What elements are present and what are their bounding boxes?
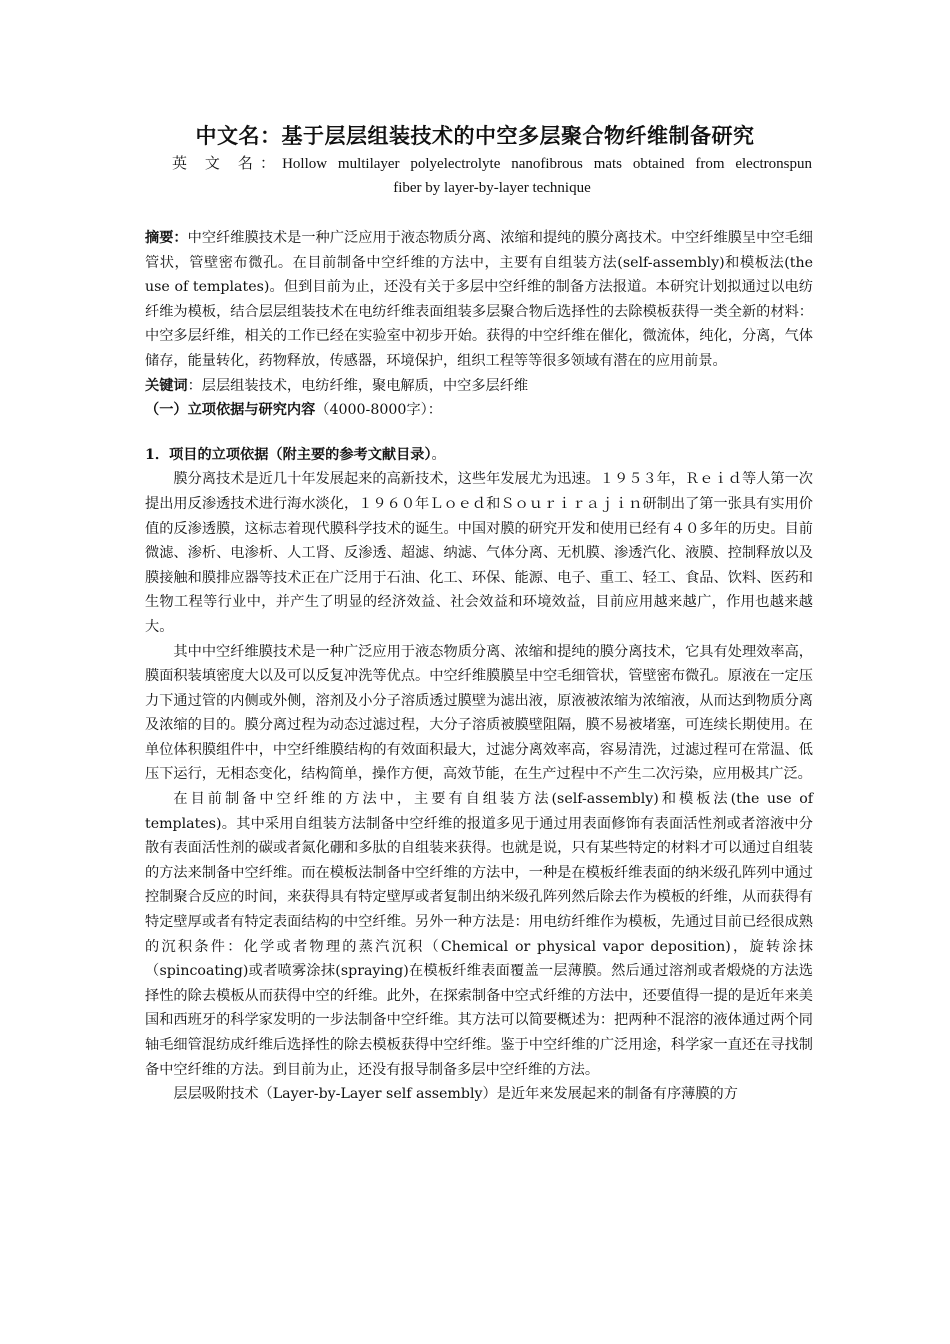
keywords-text: ：层层组装技术，电纺纤维，聚电解质，中空多层纤维 [187, 377, 529, 394]
english-title-line2: fiber by layer-by-layer technique [393, 180, 591, 196]
english-title-line1 [172, 152, 812, 176]
abstract-text: 中空纤维膜技术是一种广泛应用于液态物质分离、浓缩和提纯的膜分离技术。中空纤维膜呈中空毛细管状，管壁密布微孔。在目前制备中空纤维的方法中，主要有自组装方法(self-assembly)和模板法(the use of templates)。但到目前为止，还没有关于多层中空纤维的制备方法报道。本研究计划拟通过以电纺纤维为模板，结合层层组装技术在电纺纤维表面组装多层聚合物后选择性的去除模板获得一类全新的材料：中空多层纤维，相关的工作已经在实验室中初步开始。获得的中空纤维在催化，微流体，纯化，分离，气体储存，能量转化，药物释放，传感器，环境保护，组织工程等等很多领域有潜在的应用前景。 [145, 230, 813, 369]
body-paragraph-1: 膜分离技术是近几十年发展起来的高新技术，这些年发展尤为迅速。１９５３年，Ｒｅｉｄ等人第一次提出用反渗透技术进行海水淡化，１９６０年Ｌｏｅｄ和Ｓｏｕｒｉｒａｊｉｎ研制出了第一张具有实用价值的反渗透膜，这标志着现代膜科学技术的诞生。中国对膜的研究开发和使用已经有４０多年的历史。目前微滤、渗析、电渗析、人工肾、反渗透、超滤、纳滤、气体分离、无机膜、渗透汽化、液膜、控制释放以及膜接触和膜排应器等技术正在广泛用于石油、化工、环保、能源、电子、重工、轻工、食品、饮料、医药和生物工程等行业中，并产生了明显的经济效益、社会效益和环境效益，目前应用越来越广，作用也越来越大。 [145, 471, 813, 635]
english-title-text-1: Hollow multilayer polyelectrolyte nanofibrous mats obtained from electronspun [282, 156, 812, 172]
body-paragraph-2: 其中中空纤维膜技术是一种广泛应用于液态物质分离、浓缩和提纯的膜分离技术，它具有处理效率高，膜面积装填密度大以及可以反复冲洗等优点。中空纤维膜膜呈中空毛细管状，管壁密布微孔。原液在一定压力下通过管的内侧或外侧，溶剂及小分子溶质透过膜壁为滤出液，原液被浓缩为浓缩液，从而达到物质分离及浓缩的目的。膜分离过程为动态过滤过程，大分子溶质被膜壁阻隔，膜不易被堵塞，可连续长期使用。在单位体积膜组件中，中空纤维膜结构的有效面积最大，过滤分离效率高，容易清洗，过滤过程可在常温、低压下运行，无相态变化，结构简单，操作方便，高效节能，在生产过程中不产生二次污染，应用极其广泛。 [145, 643, 813, 783]
body-paragraph-4: 层层吸附技术（Layer-by-Layer self assembly）是近年来发展起来的制备有序薄膜的方 [173, 1086, 738, 1103]
spacer [145, 423, 813, 443]
item-number: 1． [145, 446, 170, 463]
item-end: 。 [431, 446, 446, 463]
english-title [172, 152, 812, 200]
keywords-label: 关键词 [145, 377, 188, 394]
section-heading [145, 398, 813, 423]
chinese-title: 中文名：基于层层组装技术的中空多层聚合物纤维制备研究 [195, 124, 755, 148]
abstract-paragraph [145, 226, 813, 374]
body-paragraph-3: 在目前制备中空纤维的方法中，主要有自组装方法(self-assembly)和模板法(the use of templates)。其中采用自组装方法制备中空纤维的报道多见于通过用表面修饰有表面活性剂或者溶液中分散有表面活性剂的碳或者氮化硼和多肽的自组装来获得。也就是说，只有某些特定的材料才可以通过自组装的方法来制备中空纤维。而在模板法制备中空纤维的方法中，一种是在模板纤维表面的纳米级孔阵列中通过控制聚合反应的时间，来获得具有特定壁厚或者复制出纳米级孔阵列然后除去作为模板的纤维，从而获得有特定壁厚或者有特定表面结构的中空纤维。另外一种方法是：用电纺纤维作为模板，先通过目前已经很成熟的沉积条件：化学或者物理的蒸汽沉积（Chemical or physical vapor deposition)，旋转涂抹（spincoating)或者喷雾涂抹(spraying)在模板纤维表面覆盖一层薄膜。然后通过溶剂或者煅烧的方法选择性的除去模板从而获得中空的纤维。此外，在探索制备中空式纤维的方法中，还要值得一提的是近年来美国和西班牙的科学家发明的一步法制备中空纤维。其方法可以简要概述为：把两种不混溶的液体通过两个同轴毛细管混纺成纤维后选择性的除去模板获得中空纤维。鉴于中空纤维的广泛用途，科学家一直还在寻找制备中空纤维的方法。到目前为止，还没有报导制备多层中空纤维的方法。 [145, 791, 813, 1078]
section-title: （一）立项依据与研究内容 [145, 402, 316, 419]
document-body [145, 226, 813, 1107]
english-title-prefix: 英 文 名： [172, 156, 283, 172]
item-title: 项目的立项依据（附主要的参考文献目录） [169, 446, 432, 463]
item-heading [145, 443, 813, 468]
abstract-label: 摘要： [145, 230, 188, 246]
keywords-line [145, 374, 813, 399]
section-note: （4000-8000字）： [315, 402, 442, 419]
